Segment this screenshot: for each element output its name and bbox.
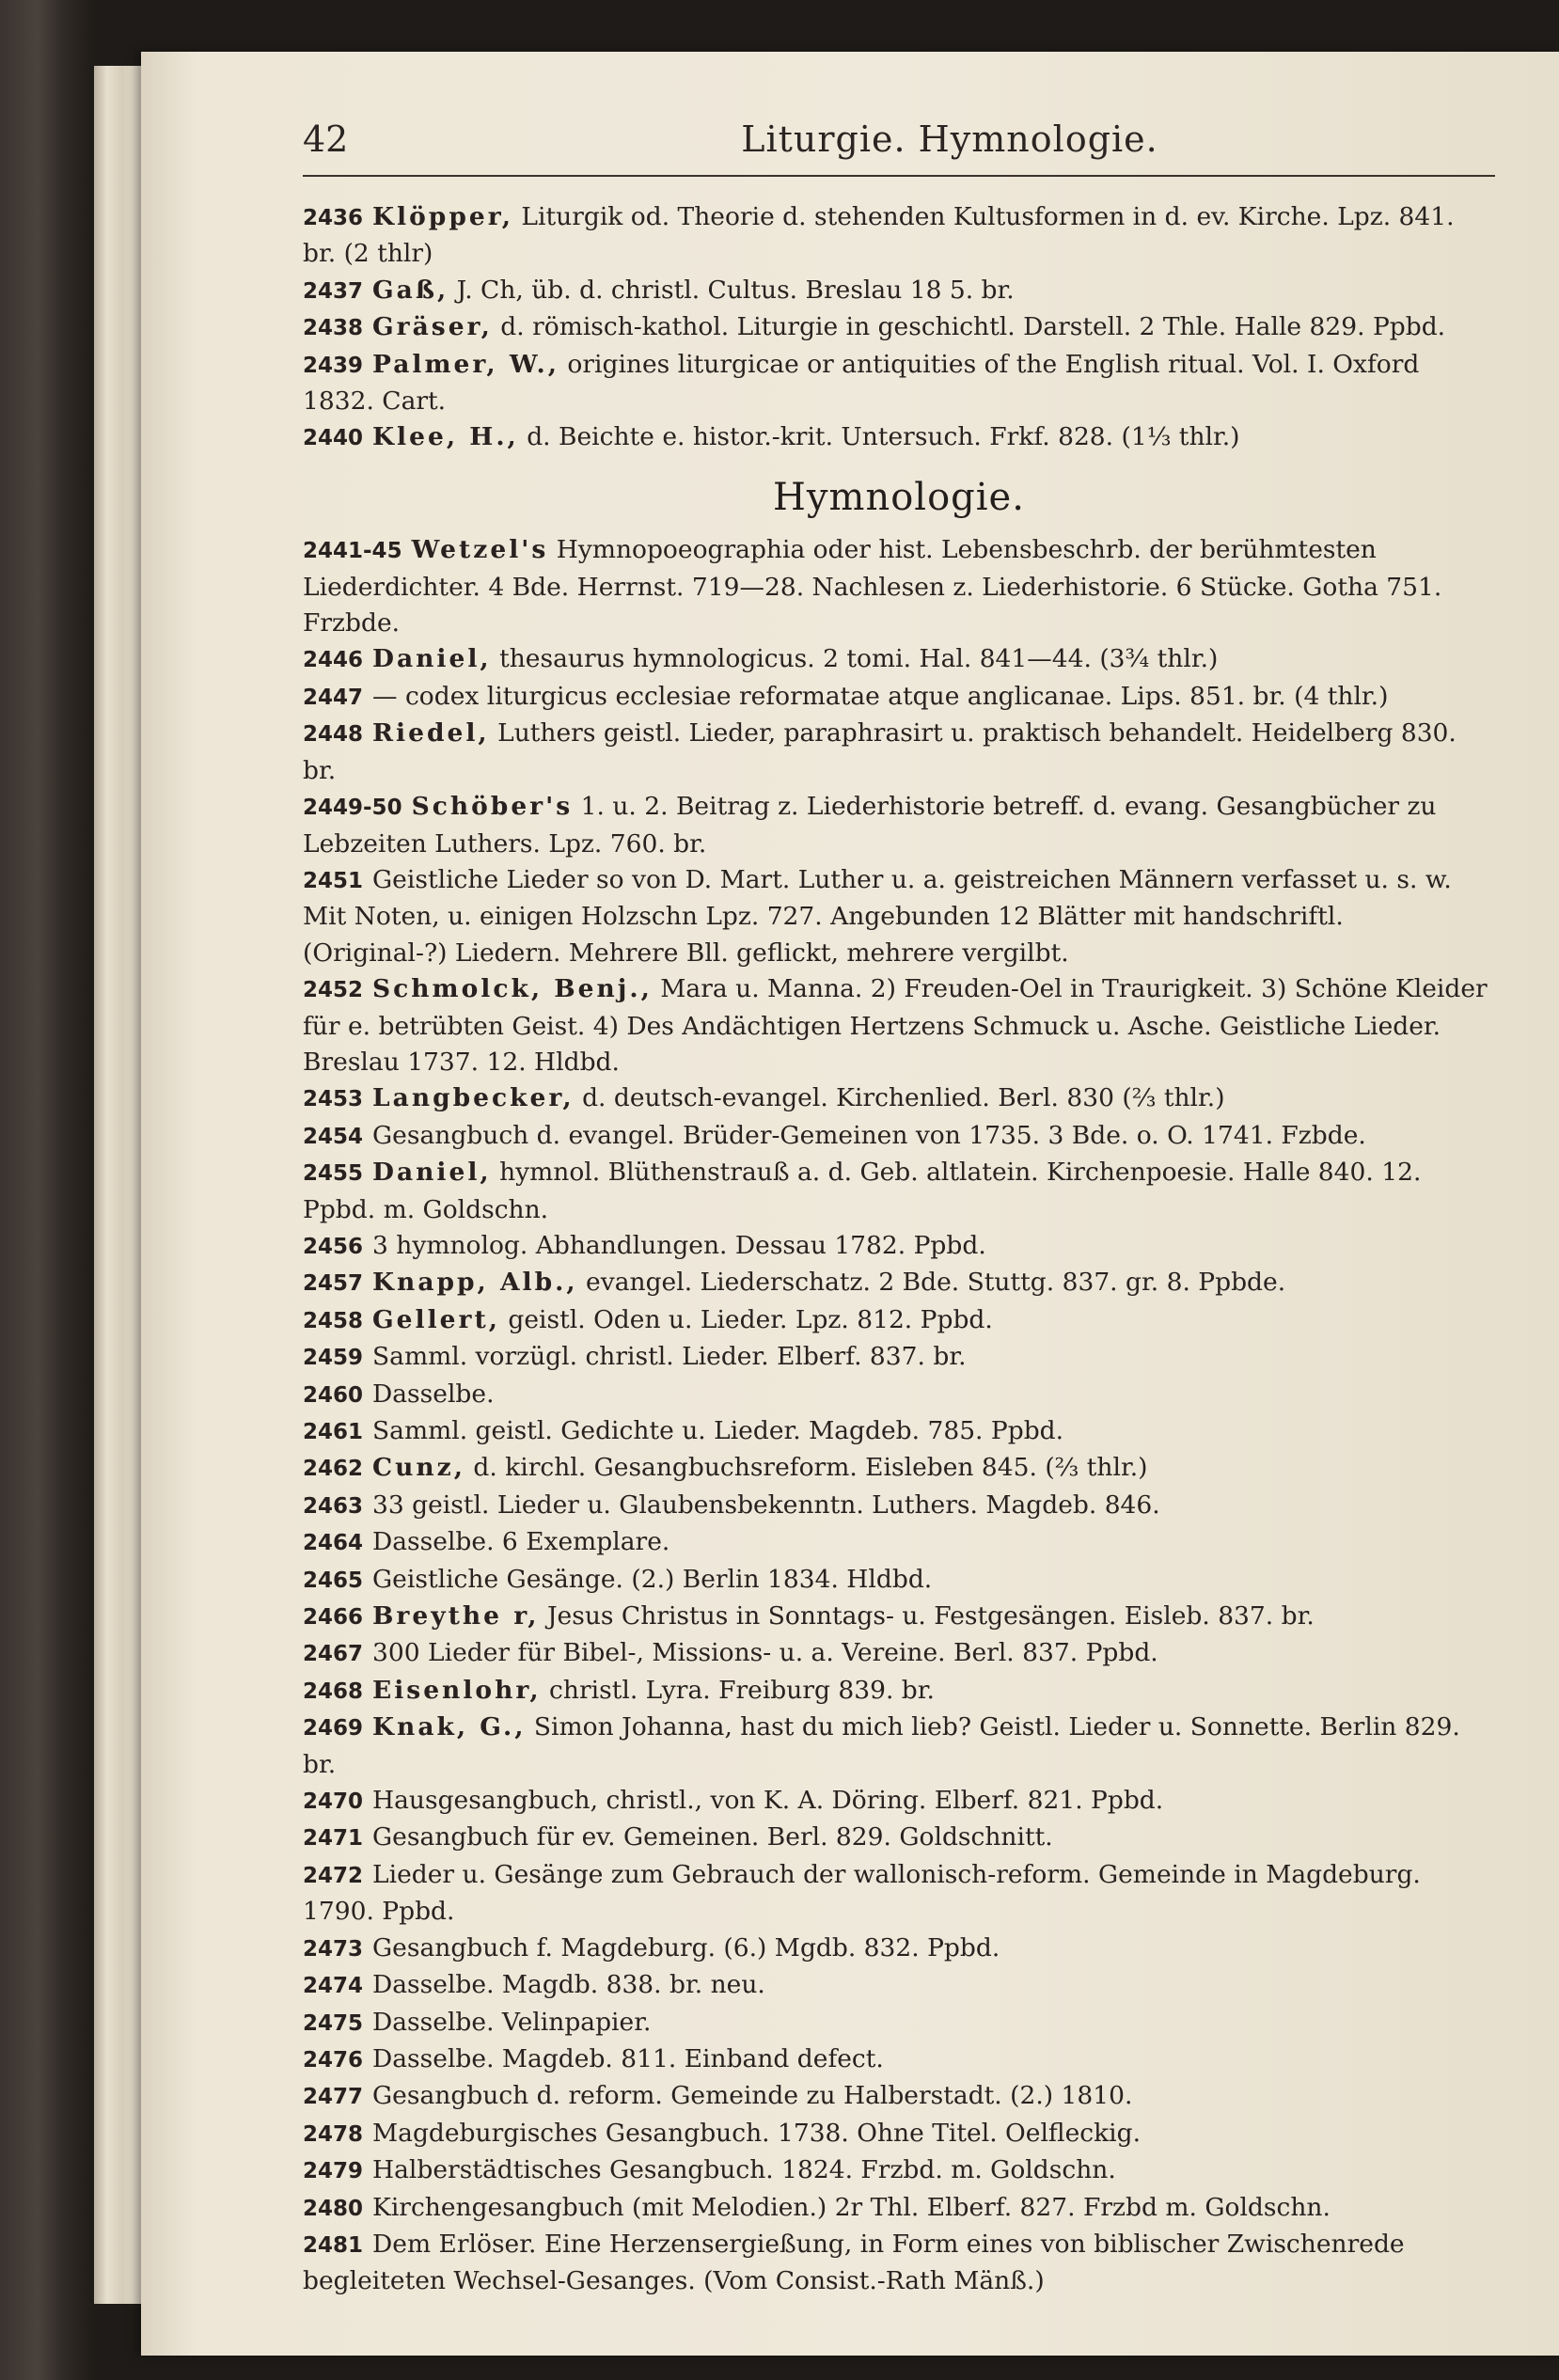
entry-text: Jesus Christus in Sonntags- u. Festgesängen. Eisleb. 837. br. [546,1601,1315,1631]
catalog-entry [303,1488,1495,1524]
entry-text: d. Beichte e. histor.-krit. Untersuch. Frkf. 828. (1⅓ thlr.) [527,422,1240,452]
entry-text: Samml. vorzügl. christl. Lieder. Elberf. 837. br. [372,1342,967,1372]
catalog-entry [303,1820,1495,1856]
header-rule [303,175,1495,177]
entry-text: Dasselbe. [372,1379,495,1409]
entry-number: 2454 [303,1124,364,1149]
catalog-entry [303,2227,1495,2300]
entry-text: 1. u. 2. Beitrag z. Liederhistorie betreff. d. evang. Gesangbücher zu Lebzeiten Luthers. Lpz. 760. br. [303,792,1437,859]
entry-text: 300 Lieder für Bibel-, Missions- u. a. Vereine. Berl. 837. Ppbd. [372,1638,1158,1668]
entry-author: Daniel, [372,1158,492,1188]
catalog-entry [303,1599,1495,1635]
entry-author: Riedel, [372,718,490,749]
entry-text: d. römisch-kathol. Liturgie in geschichtl. Darstell. 2 Thle. Halle 829. Ppbd. [500,312,1446,342]
entry-number: 2474 [303,1974,364,1999]
entry-text: Geistliche Lieder so von D. Mart. Luther u. a. geistreichen Männern verfasset u. s. w. Mit Noten, u. einigen Holzschn Lpz. 727. Angebunden 12 Blätter mit handschriftl. (Original-?) Liedern. Mehrere Bll. geflickt, mehrere vergilbt. [303,864,1452,968]
entry-number: 2478 [303,2121,364,2147]
catalog-entry [303,1302,1495,1339]
page-number: 42 [303,118,349,160]
catalog-entry [303,1339,1495,1376]
entry-text: thesaurus hymnologicus. 2 tomi. Hal. 841—44. (3¾ thlr.) [499,644,1219,674]
entry-number: 2471 [303,1826,364,1852]
entry-number: 2480 [303,2196,364,2221]
entry-text: 3 hymnolog. Abhandlungen. Dessau 1782. Ppbd. [372,1230,986,1260]
entry-text: Luthers geistl. Lieder, paraphrasirt u. praktisch behandelt. Heidelberg 830. br. [303,718,1457,785]
entry-number: 2453 [303,1087,364,1112]
entry-number: 2436 [303,206,364,230]
catalog-entry [303,641,1495,678]
catalog-entry [303,971,1495,1080]
catalog-entry [303,789,1495,862]
entry-text: Samml. geistl. Gedichte u. Lieder. Magdeb. 785. Ppbd. [372,1416,1064,1445]
catalog-entry [303,347,1495,420]
entry-text: 33 geistl. Lieder u. Glaubensbekenntn. Luthers. Magdeb. 846. [372,1489,1160,1520]
catalog-entry [303,1377,1495,1413]
entry-number: 2465 [303,1568,364,1593]
entry-text: J. Ch, üb. d. christl. Cultus. Breslau 18 5. br. [456,275,1015,305]
catalog-entry [303,1413,1495,1450]
entry-author: Palmer, W., [372,349,559,379]
catalog-entry [303,2078,1495,2115]
entry-number: 2464 [303,1531,364,1556]
catalog-entry [303,1118,1495,1155]
catalog-entry [303,1155,1495,1228]
entry-number: 2468 [303,1679,364,1704]
catalog-entry [303,1857,1495,1931]
entry-text: geistl. Oden u. Lieder. Lpz. 812. Ppbd. [508,1304,993,1334]
entry-number: 2457 [303,1271,364,1297]
entry-author: Klee, H., [372,422,519,452]
entry-author: Langbecker, [372,1083,575,1113]
entry-number: 2469 [303,1716,364,1742]
catalog-entry [303,1228,1495,1265]
catalog-entry [303,862,1495,971]
catalog-entry [303,532,1495,641]
entry-number: 2476 [303,2047,364,2073]
entry-number: 2455 [303,1161,364,1187]
catalog-entry [303,419,1495,456]
catalog-entry [303,1450,1495,1487]
entry-author: Gellert, [372,1304,500,1334]
catalog-entry [303,2041,1495,2078]
entry-author: Klöpper, [372,202,513,231]
entry-author: Gaß, [372,275,449,305]
entry-text: Gesangbuch d. evangel. Brüder-Gemeinen von 1735. 3 Bde. o. O. 1741. Fzbde. [372,1120,1366,1150]
entry-author: Breythe r, [372,1601,540,1631]
entry-text: Mara u. Manna. 2) Freuden-Oel in Traurigkeit. 3) Schöne Kleider für e. betrübten Geist. 4) Des Andächtigen Hertzens Schmuck u. Asche. Geistliche Lieder. Breslau 1737. 12. Hldbd. [303,974,1488,1077]
entry-number: 2481 [303,2232,364,2258]
catalog-entry [303,1524,1495,1561]
entry-number: 2449-50 [303,796,402,821]
entry-number: 2437 [303,278,364,304]
entry-text: Dasselbe. 6 Exemplare. [372,1527,670,1557]
entry-number: 2446 [303,648,364,673]
entry-text: Dasselbe. Magdb. 838. br. neu. [372,1970,765,2000]
entry-number: 2472 [303,1863,364,1888]
entry-text: hymnol. Blüthenstrauß a. d. Geb. altlatein. Kirchenpoesie. Halle 840. 12. Ppbd. m. Goldschn. [303,1158,1422,1224]
catalog-entry [303,1265,1495,1301]
entry-author: Knapp, Alb., [372,1268,578,1298]
entry-text: Geistliche Gesänge. (2.) Berlin 1834. Hldbd. [372,1564,933,1594]
entry-text: evangel. Liederschatz. 2 Bde. Stuttg. 837. gr. 8. Ppbde. [586,1268,1286,1298]
entry-number: 2467 [303,1642,364,1667]
entry-number: 2447 [303,685,364,710]
catalog-entry [303,273,1495,309]
catalog-entry [303,716,1495,789]
entry-author: Schmolck, Benj., [372,974,653,1004]
entry-text: d. kirchl. Gesangbuchsreform. Eisleben 845. (⅔ thlr.) [473,1453,1148,1483]
entry-text: Dem Erlöser. Eine Herzensergießung, in Form eines von biblischer Zwischenrede begleiteten Wechsel-Gesanges. (Vom Consist.-Rath Mänß.) [303,2229,1405,2296]
entry-number: 2459 [303,1346,364,1371]
entry-text: Hymnopoeographia oder hist. Lebensbeschrb. der berühmtesten Liederdichter. 4 Bde. Herrnst. 719—28. Nachlesen z. Liederhistorie. 6 Stücke. Gotha 751. Frzbde. [303,535,1442,638]
catalog-entry [303,679,1495,716]
entry-text: christl. Lyra. Freiburg 839. br. [549,1675,935,1705]
catalog-entry [303,1635,1495,1672]
catalog-entry [303,2152,1495,2189]
catalog-entry [303,1710,1495,1783]
catalog-entry [303,2116,1495,2152]
catalog-entry [303,1673,1495,1710]
catalog-entry [303,2190,1495,2227]
entry-text: Halberstädtisches Gesangbuch. 1824. Frzbd. m. Goldschn. [372,2155,1116,2185]
entry-text: d. deutsch-evangel. Kirchenlied. Berl. 830 (⅔ thlr.) [582,1083,1225,1113]
catalog-entry [303,1562,1495,1599]
liturgie-entries [303,199,1495,457]
entry-author: Daniel, [372,644,492,674]
entry-number: 2479 [303,2159,364,2184]
entry-number: 2477 [303,2085,364,2110]
entry-number: 2458 [303,1308,364,1333]
entry-text: — codex liturgicus ecclesiae reformatae atque anglicanae. Lips. 851. br. (4 thlr.) [372,681,1389,711]
entry-text: Gesangbuch f. Magdeburg. (6.) Mgdb. 832. Ppbd. [372,1932,1000,1962]
entry-text: Magdeburgisches Gesangbuch. 1738. Ohne Titel. Oelfleckig. [372,2118,1142,2148]
catalog-entry [303,1080,1495,1117]
entry-author: Wetzel's [411,535,549,565]
entry-author: Gräser, [372,312,493,342]
entry-number: 2438 [303,316,364,341]
entry-text: Gesangbuch d. reform. Gemeinde zu Halberstadt. (2.) 1810. [372,2081,1133,2111]
entry-number: 2475 [303,2010,364,2036]
catalog-entry [303,199,1495,273]
entry-author: Eisenlohr, [372,1675,542,1705]
entry-text: Simon Johanna, hast du mich lieb? Geistl. Lieder u. Sonnette. Berlin 829. br. [303,1712,1460,1779]
entry-text: Dasselbe. Magdeb. 811. Einband defect. [372,2043,884,2073]
catalog-entry [303,1783,1495,1820]
entry-text: Kirchengesangbuch (mit Melodien.) 2r Thl. Elberf. 827. Frzbd m. Goldschn. [372,2192,1331,2222]
hymnologie-entries [303,532,1495,2300]
entry-text: Liturgik od. Theorie d. stehenden Kultusformen in d. ev. Kirche. Lpz. 841. br. (2 thlr) [303,202,1455,269]
entry-text: origines liturgicae or antiquities of the English ritual. Vol. I. Oxford 1832. Cart. [303,349,1420,417]
catalog-entry [303,1931,1495,1967]
entry-text: Hausgesangbuch, christl., von K. A. Döring. Elberf. 821. Ppbd. [372,1786,1164,1816]
entry-number: 2456 [303,1234,364,1259]
entry-text: Gesangbuch für ev. Gemeinen. Berl. 829. Goldschnitt. [372,1822,1053,1852]
entry-number: 2440 [303,426,364,451]
entry-author: Schöber's [411,792,574,822]
catalog-entry [303,309,1495,346]
entry-number: 2462 [303,1457,364,1482]
section-title: Hymnologie. [773,475,1025,519]
entry-number: 2460 [303,1382,364,1408]
running-head: Liturgie. Hymnologie. [741,118,1158,160]
entry-author: Knak, G., [372,1712,527,1742]
entry-number: 2473 [303,1936,364,1962]
entry-number: 2470 [303,1789,364,1815]
entry-number: 2448 [303,722,364,748]
entry-author: Cunz, [372,1453,465,1483]
entry-number: 2441-45 [303,539,402,564]
entry-number: 2466 [303,1605,364,1631]
catalog-entry [303,2005,1495,2041]
catalog-entry [303,1967,1495,2004]
catalog-content [303,199,1495,2300]
entry-text: Lieder u. Gesänge zum Gebrauch der wallonisch-reform. Gemeinde in Magdeburg. 1790. Ppbd. [303,1859,1421,1927]
entry-number: 2452 [303,978,364,1003]
entry-number: 2451 [303,868,364,893]
entry-number: 2439 [303,353,364,378]
entry-number: 2461 [303,1420,364,1444]
entry-text: Dasselbe. Velinpapier. [372,2007,652,2037]
entry-number: 2463 [303,1493,364,1519]
